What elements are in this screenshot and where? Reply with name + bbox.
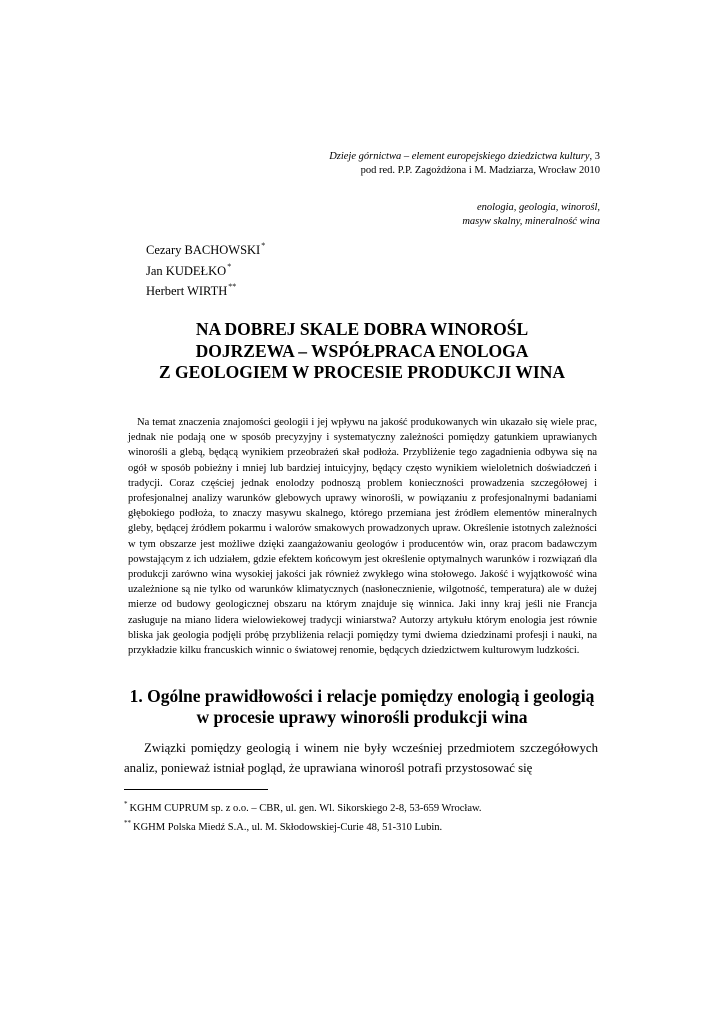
footnote-mark: ** — [124, 819, 131, 827]
footnote-text: KGHM Polska Miedź S.A., ul. M. Skłodowskiej-Curie 48, 51-310 Lubin. — [133, 822, 443, 833]
author-list — [146, 238, 265, 300]
series-citation — [329, 150, 600, 178]
author-name: Herbert WIRTH — [146, 284, 228, 298]
footnote — [124, 797, 482, 816]
title-line-3: Z GEOLOGIEM W PROCESIE PRODUKCJI WINA — [159, 362, 565, 382]
series-editors: pod red. P.P. Zagożdżona i M. Madziarza, Wrocław 2010 — [360, 165, 600, 176]
section-heading — [124, 686, 600, 728]
section-heading-line-1: 1. Ogólne prawidłowości i relacje pomiędzy enologią i geologią — [129, 686, 595, 706]
abstract: Na temat znaczenia znajomości geologii i jej wpływu na jakość produkowanych win ukazało się wiele prac, jednak nie podają one w sposób precyzyjny i systematyczny zależności pomiędzy gatunkiem uprawianych winorośli a glebą, będącą wynikiem przeobrażeń skał podłoża. Przybliżenie tego zagadnienia odbywa się na ogół w sposób pobieżny i mniej lub bardziej intuicyjny, będący często wynikiem wieloletnich doświadczeń i tradycji. Coraz częściej jednak enolodzy podnoszą problem konieczności prowadzenia szczegółowej i profesjonalnej analizy warunków glebowych uprawy winorośli, w powiązaniu z profesjonalnymi badaniami głębokiego podłoża, to znaczy masywu skalnego, którego przemiana jest źródłem elementów mineralnych gleby, będącej źródłem pokarmu i walorów smakowych prowadzonych upraw. Określenie istotnych zależności w tym obszarze jest możliwe dzięki zaangażowaniu geologów i producentów win, oraz pracom badawczym powstającym z ich udziałem, gdzie efektem końcowym jest określenie optymalnych warunków i rozwiązań dla produkcji zarówno wina wysokiej jakości jak również zwykłego wina stołowego. Jakość i wyjątkowość wina uzależnione są nie tylko od warunków klimatycznych (nasłonecznienie, wilgotność, temperatura) ale w dużej mierze od budowy geologicznej obszaru na którym znajduje się winnica. Jaki inny kraj jeśli nie Francja zasługuje na miano lidera wielowiekowej tradycji winiarstwa? Autorzy artykułu którym enologia jest równie bliska jak geologia podjęli próbę przybliżenia relacji pomiędzy tymi dwiema dziedzinami profesji i nauki, na przykładzie kilku francuskich winnic o światowej renomie, będących dziedzictwem kulturowym ludzkości. — [128, 417, 597, 657]
title-line-1: NA DOBREJ SKALE DOBRA WINOROŚL — [195, 319, 529, 339]
keywords-line-2: masyw skalny, mineralność wina — [462, 216, 600, 227]
author-affiliation-mark: * — [227, 261, 232, 271]
footnote-mark: * — [124, 800, 128, 808]
section-heading-line-2: w procesie uprawy winorośli produkcji wina — [196, 707, 528, 727]
series-volume: , 3 — [589, 151, 600, 162]
footnote-divider — [124, 789, 268, 790]
author-affiliation-mark: ** — [228, 282, 237, 291]
footnote — [124, 816, 482, 835]
body-paragraph: Związki pomiędzy geologią i winem nie były wcześniej przedmiotem szczegółowych analiz, ponieważ istniał pogląd, że uprawiana winorośl potrafi przystosować się — [124, 741, 598, 775]
author-name: Jan KUDEŁKO — [146, 263, 227, 278]
keywords-line-1: enologia, geologia, winorośl, — [477, 202, 600, 213]
author — [146, 259, 265, 280]
author-affiliation-mark: * — [261, 241, 266, 250]
author — [146, 238, 265, 259]
paper-title — [124, 319, 600, 384]
keywords — [462, 201, 600, 229]
footnotes — [124, 797, 482, 835]
author-name: Cezary BACHOWSKI — [146, 243, 261, 257]
series-title-line — [329, 150, 600, 164]
series-title: Dzieje górnictwa – element europejskiego dziedzictwa kultury — [329, 151, 590, 162]
title-line-2: DOJRZEWA – WSPÓŁPRACA ENOLOGA — [195, 340, 529, 361]
footnote-text: KGHM CUPRUM sp. z o.o. – CBR, ul. gen. Wl. Sikorskiego 2-8, 53-659 Wrocław. — [129, 803, 482, 814]
author — [146, 279, 265, 300]
